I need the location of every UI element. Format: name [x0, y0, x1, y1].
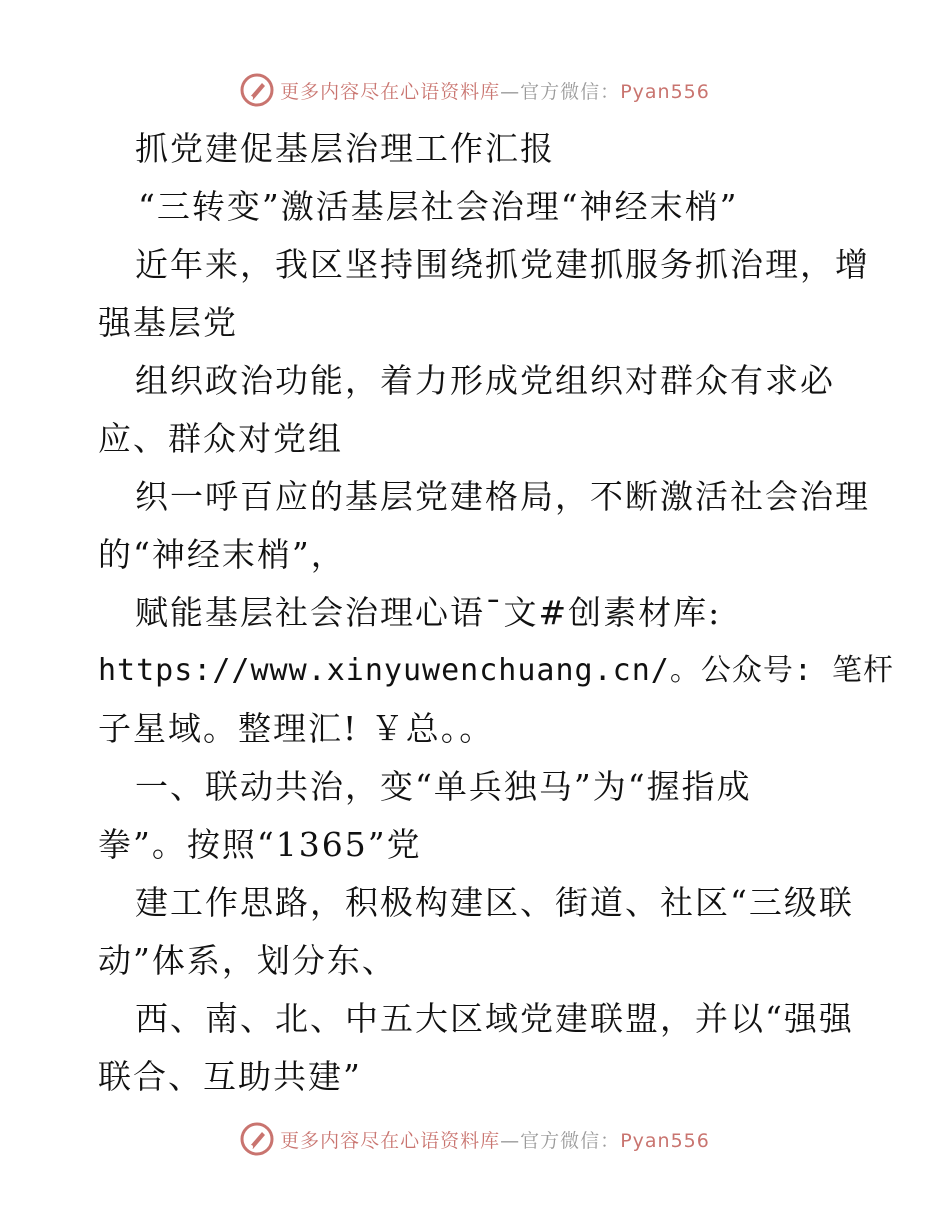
body-line-url: https://www.xinyuwenchuang.cn/。公众号: 笔杆 — [98, 653, 894, 688]
header-banner — [0, 70, 950, 110]
body-line: 联合、互助共建” — [98, 1057, 362, 1096]
body-line: 拳”。按照“1365”党 — [98, 825, 422, 864]
body-line: 一、联动共治，变“单兵独马”为“握指成 — [135, 767, 752, 806]
document-title: 抓党建促基层治理工作汇报 — [135, 129, 555, 168]
footer-banner — [0, 1119, 950, 1159]
banner-wechat-id: Pyan556 — [620, 1129, 710, 1152]
footer-banner-text — [280, 1126, 710, 1153]
body-line: 近年来，我区坚持围绕抓党建抓服务抓治理，增 — [135, 245, 870, 284]
banner-official-label: 官方微信： — [520, 1129, 621, 1152]
banner-official-label: 官方微信： — [520, 80, 621, 103]
document-body — [98, 120, 894, 1106]
pen-nib-logo-icon — [240, 73, 274, 107]
body-line: 子星域。整理汇! ￥总。。 — [98, 709, 495, 748]
body-line: 组织政治功能，着力形成党组织对群众有求必 — [135, 361, 835, 400]
banner-dash: — — [500, 80, 521, 103]
body-line: 应、群众对党组 — [98, 419, 343, 458]
banner-wechat-id: Pyan556 — [620, 80, 710, 103]
body-line: 动”体系，划分东、 — [98, 941, 397, 980]
body-line: 赋能基层社会治理心语¯文#创素材库: — [135, 593, 722, 632]
document-subtitle: “三转变”激活基层社会治理“神经末梢” — [138, 187, 739, 226]
pen-nib-logo-icon — [240, 1122, 274, 1156]
body-line: 西、南、北、中五大区域党建联盟，并以“强强 — [135, 999, 854, 1038]
body-line: 建工作思路，积极构建区、街道、社区“三级联 — [135, 883, 854, 922]
header-banner-text — [280, 77, 710, 104]
banner-main-text: 更多内容尽在心语资料库 — [280, 1129, 501, 1152]
body-line: 强基层党 — [98, 303, 238, 342]
banner-main-text: 更多内容尽在心语资料库 — [280, 80, 501, 103]
banner-dash: — — [500, 1129, 521, 1152]
body-line: 织一呼百应的基层党建格局，不断激活社会治理 — [135, 477, 870, 516]
body-line: 的“神经末梢”， — [98, 535, 346, 574]
